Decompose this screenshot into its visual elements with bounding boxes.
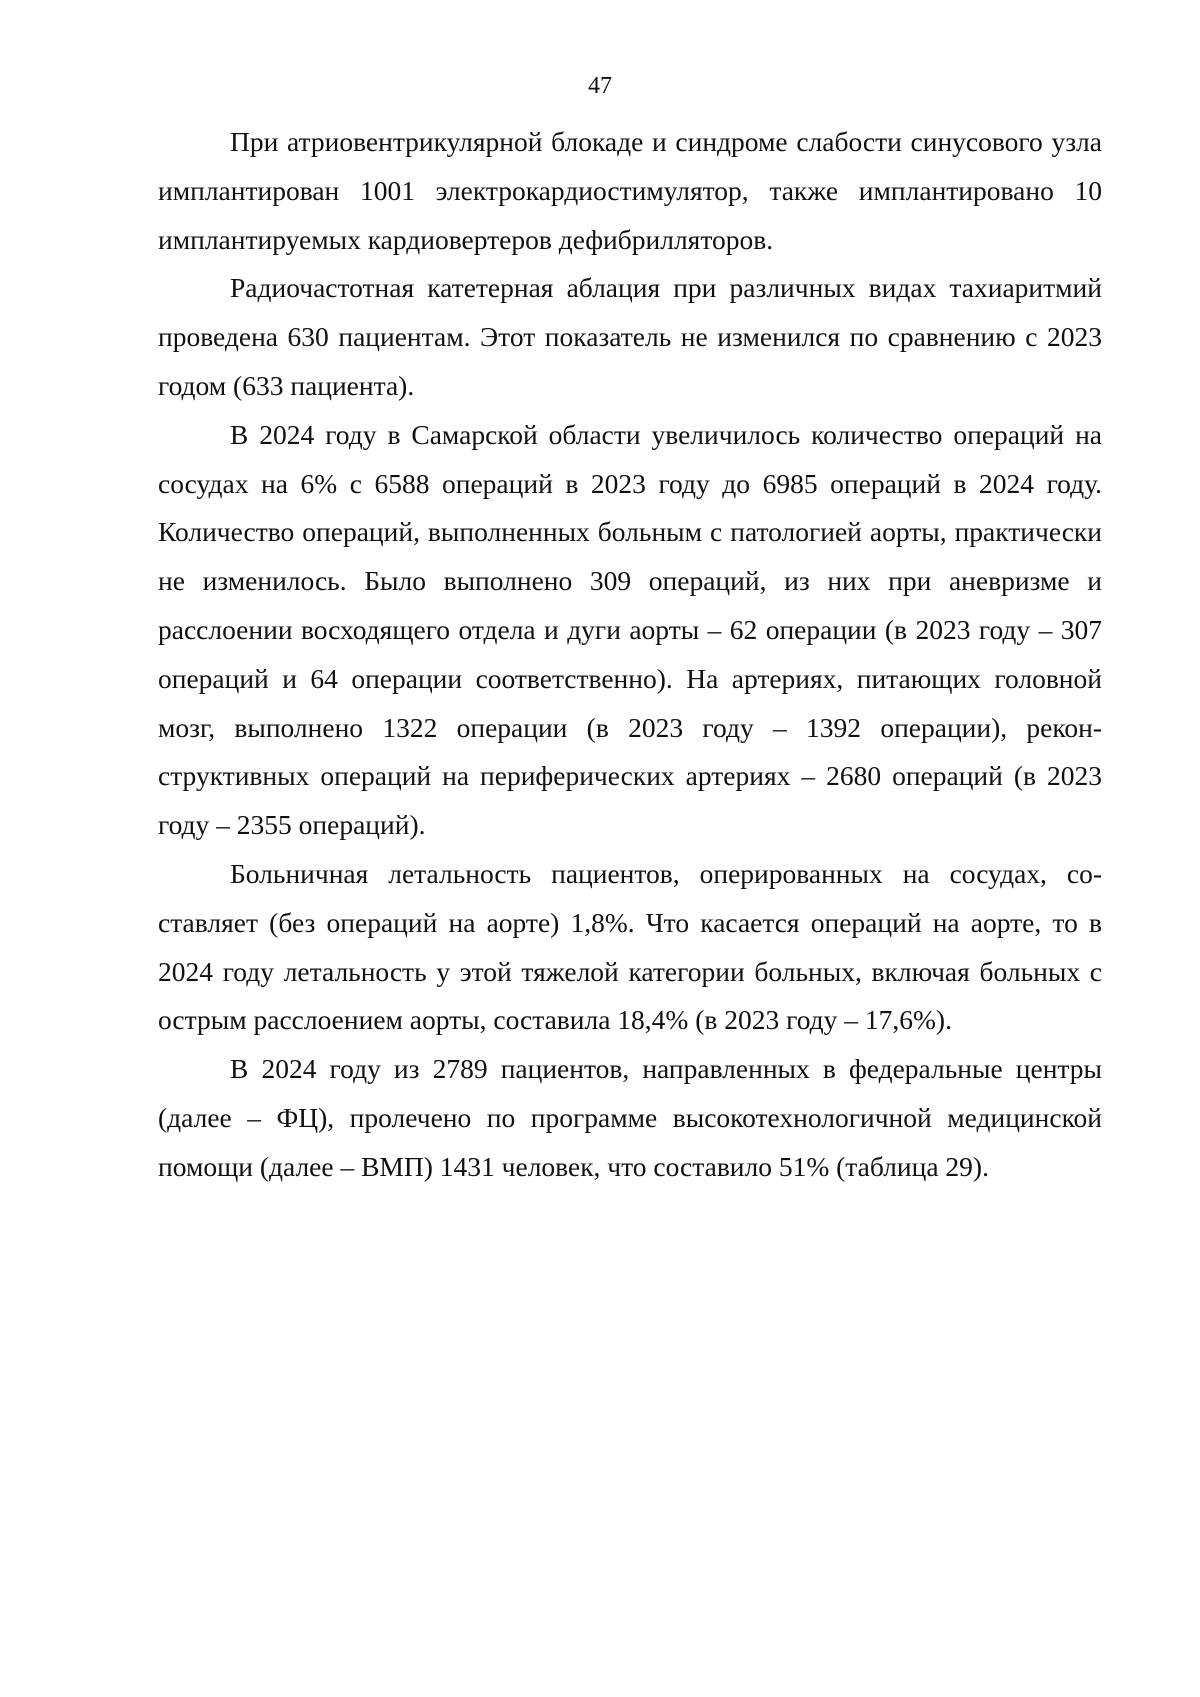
paragraph-mortality: Больничная летальность пациентов, оперированных на сосудах, составляет (без операций на аорте) 1,8%. Что касается операций на аорте, то в 2024 году летальность у этой тяжелой категории больных, включая больных с острым расслоением аорты, составила 18,4% (в 2023 году – 17,6%). [158,857,1102,1036]
page-number: 47 [588,73,612,99]
paragraph-federal-centers: В 2024 году из 2789 пациентов, направленных в федеральные центры (далее – ФЦ), пролечено по программе высокотехнологичной медицинской помощи (далее – ВМП) 1431 человек, что составило 51% (таблица 29). [158,1053,1102,1182]
paragraph-pacemakers: При атриовентрикулярной блокаде и синдроме слабости синусового узла имплантирован 1001 электрокардиостимулятор, также имплантировано 10 имплантируемых кардиовертеров дефибрилляторов. [158,126,1102,255]
document-body [158,118,1102,1192]
paragraph-vascular-operations: В 2024 году в Самарской области увеличилось количество операций на сосудах на 6% с 6588 операций в 2023 году до 6985 операций в 2024 году. Количество операций, выполненных больным с патологией аорты, практически не изменилось. Было выполнено 309 операций, из них при аневризме и расслоении восходящего отдела и дуги аорты – 62 операции (в 2023 году – 307 операций и 64 операции соответственно). На артериях, питающих головной мозг, выполнено 1322 операции (в 2023 году – 1392 операции), реконструктивных операций на периферических артериях – 2680 операций (в 2023 году – 2355 операций). [158,418,1102,841]
paragraph-ablation: Радиочастотная катетерная аблация при различных видах тахиаритмий проведена 630 пациентам. Этот показатель не изменился по сравнению с 2023 годом (633 пациента). [158,272,1102,401]
